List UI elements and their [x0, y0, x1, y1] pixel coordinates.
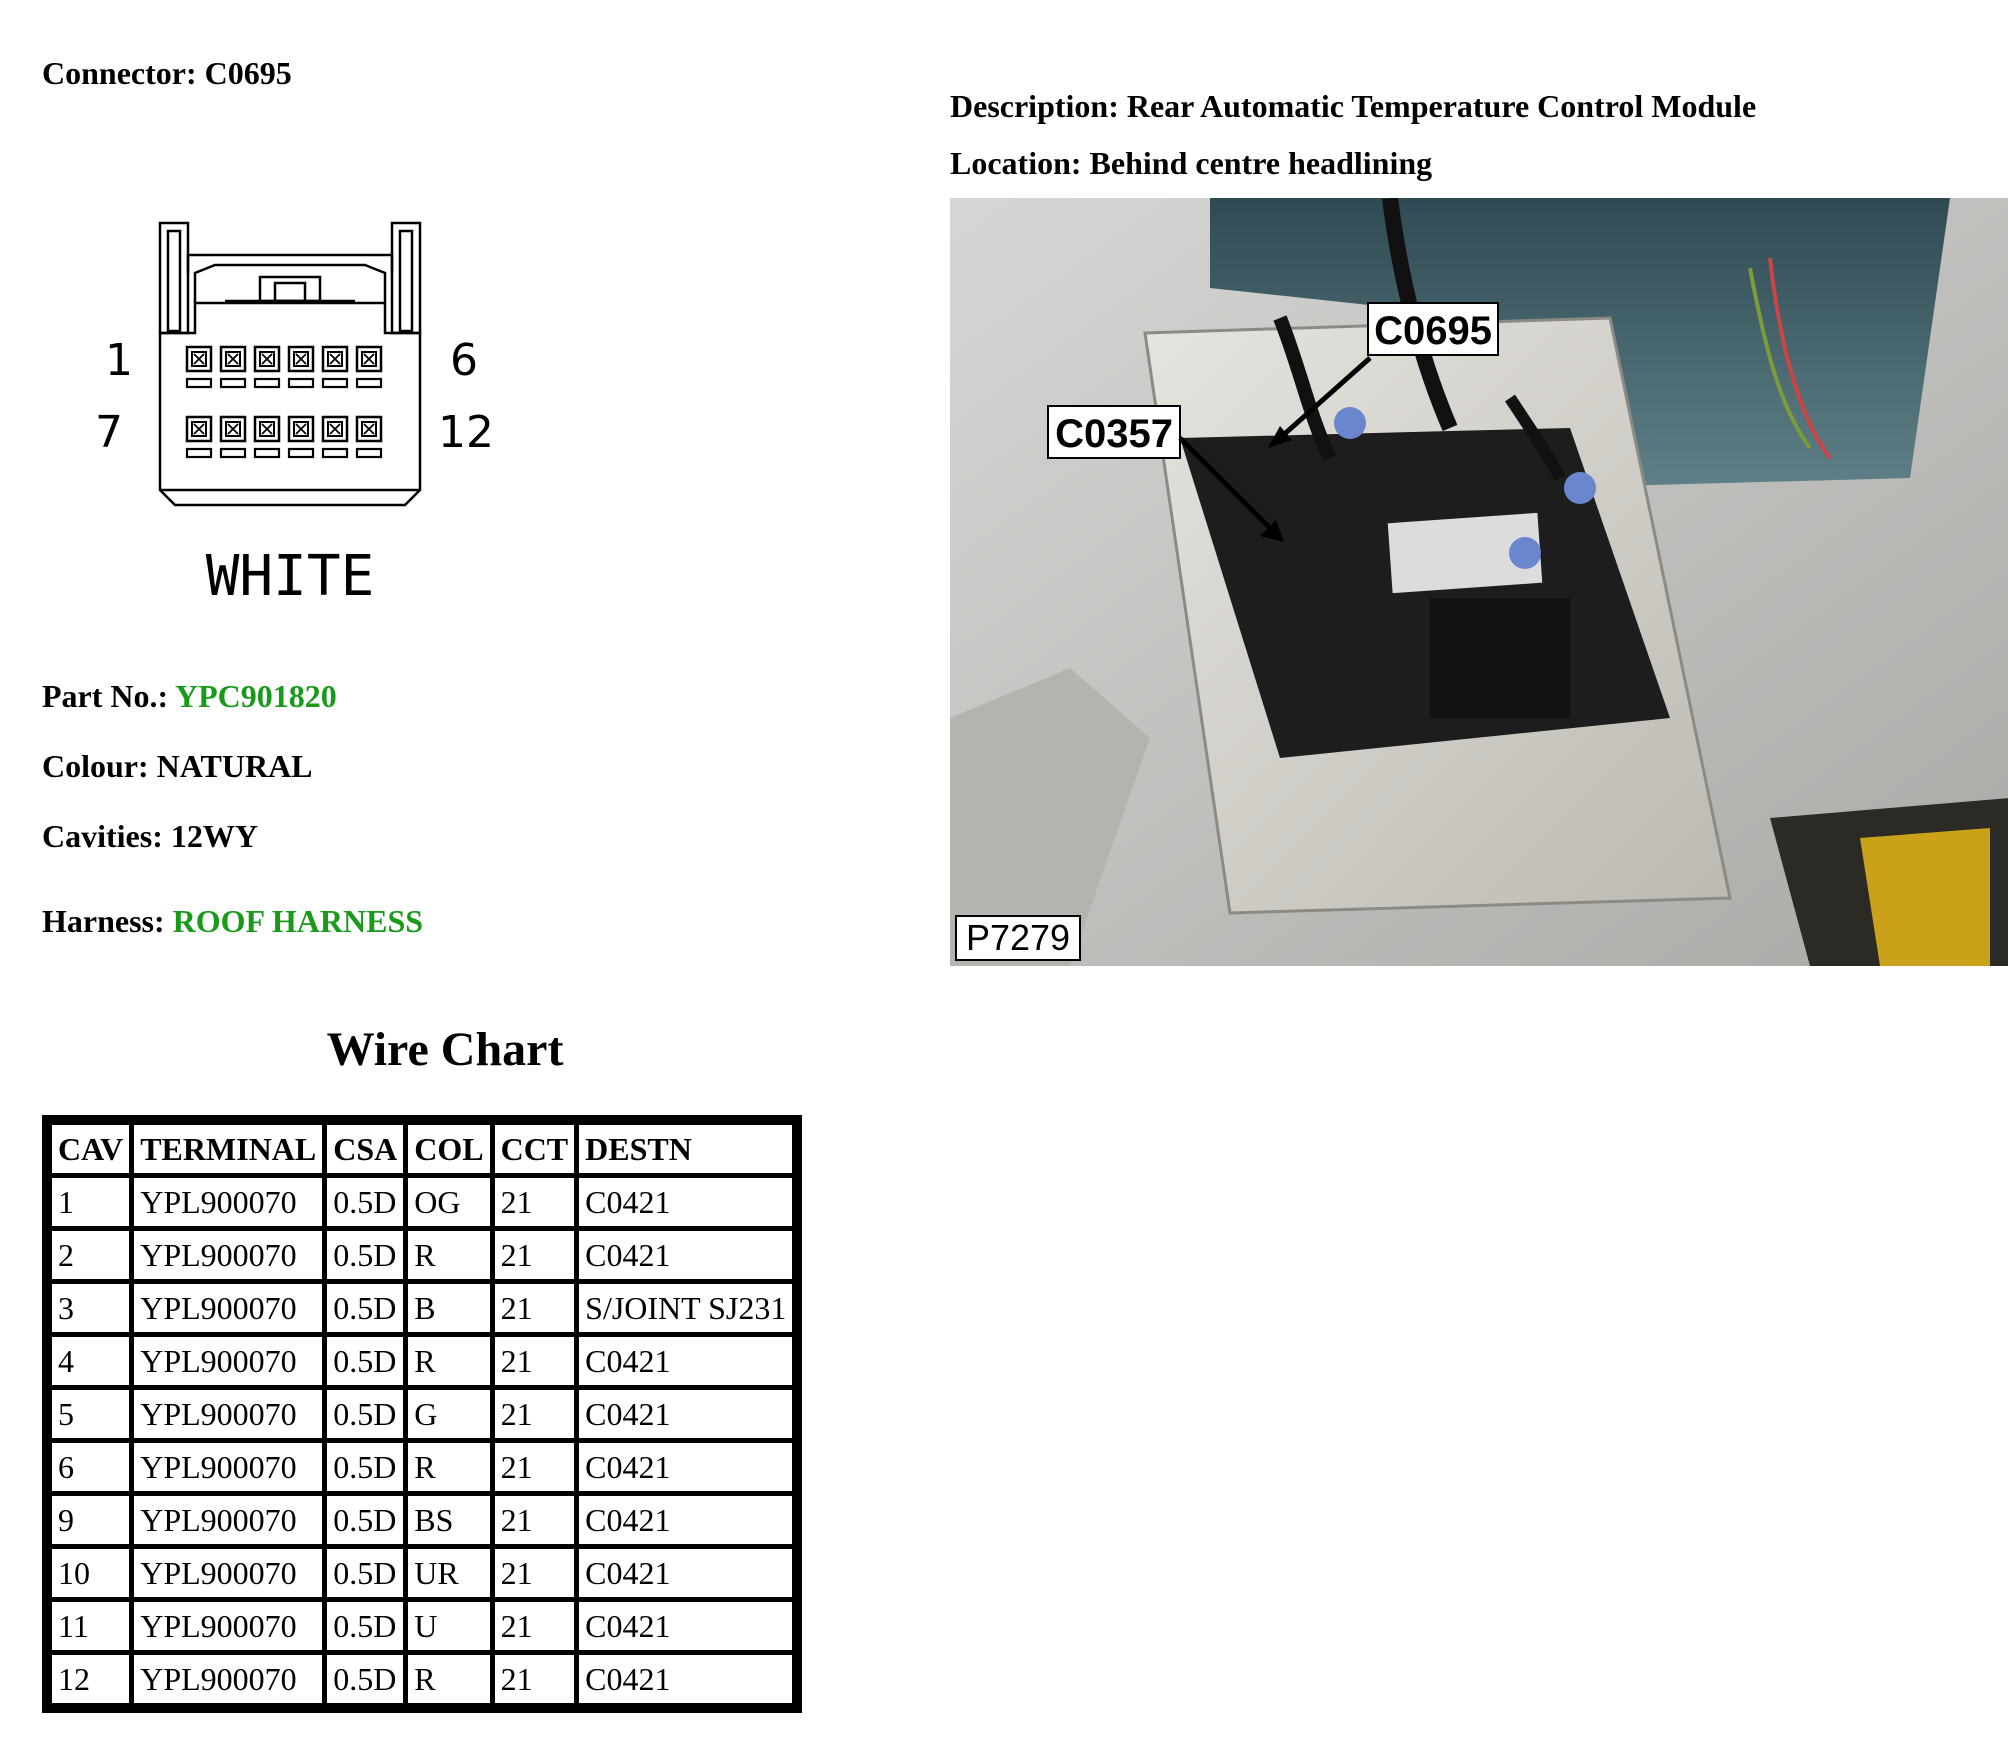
table-cell: 10	[52, 1549, 129, 1597]
table-cell: YPL900070	[134, 1178, 322, 1226]
table-row	[52, 1337, 792, 1385]
table-cell: B	[408, 1284, 489, 1332]
location-line	[950, 145, 1432, 182]
connector-pin	[187, 347, 211, 387]
table-row	[52, 1390, 792, 1438]
location-photo	[950, 198, 2008, 966]
table-cell: 0.5D	[327, 1231, 403, 1279]
table-cell: 6	[52, 1443, 129, 1491]
colour-value: NATURAL	[156, 748, 313, 784]
table-cell: YPL900070	[134, 1602, 322, 1650]
table-cell: 0.5D	[327, 1655, 403, 1703]
table-cell: 0.5D	[327, 1602, 403, 1650]
table-cell: 0.5D	[327, 1390, 403, 1438]
connector-label: Connector:	[42, 55, 197, 91]
colour-label: Colour:	[42, 748, 149, 784]
table-cell: 0.5D	[327, 1496, 403, 1544]
table-cell: 21	[495, 1231, 575, 1279]
table-cell: R	[408, 1655, 489, 1703]
connector-pin	[289, 347, 313, 387]
connector-value: C0695	[204, 55, 292, 91]
table-cell: 21	[495, 1178, 575, 1226]
harness-line	[42, 903, 423, 940]
table-cell: 0.5D	[327, 1178, 403, 1226]
part-no-link[interactable]: YPC901820	[174, 678, 337, 714]
table-cell: C0421	[579, 1390, 792, 1438]
table-cell: YPL900070	[134, 1655, 322, 1703]
harness-link[interactable]: ROOF HARNESS	[172, 903, 424, 939]
table-cell: C0421	[579, 1337, 792, 1385]
connector-pin	[323, 347, 347, 387]
connector-pin	[357, 347, 381, 387]
table-cell: UR	[408, 1549, 489, 1597]
part-no-line	[42, 678, 337, 715]
description-label: Description:	[950, 88, 1119, 124]
table-cell: 9	[52, 1496, 129, 1544]
table-cell: 21	[495, 1443, 575, 1491]
table-cell: 21	[495, 1655, 575, 1703]
colour-line	[42, 748, 313, 785]
connector-pin	[289, 417, 313, 457]
table-cell: U	[408, 1602, 489, 1650]
table-cell: 21	[495, 1284, 575, 1332]
table-cell: C0421	[579, 1602, 792, 1650]
table-row	[52, 1231, 792, 1279]
table-cell: 21	[495, 1602, 575, 1650]
harness-label: Harness:	[42, 903, 165, 939]
cavities-line	[42, 818, 258, 855]
table-cell: YPL900070	[134, 1231, 322, 1279]
description-line	[950, 88, 1756, 125]
wire-chart-title: Wire Chart	[326, 1023, 564, 1076]
table-cell: 0.5D	[327, 1284, 403, 1332]
table-cell: YPL900070	[134, 1390, 322, 1438]
table-cell: 21	[495, 1337, 575, 1385]
table-cell: OG	[408, 1178, 489, 1226]
connector-pin	[221, 417, 245, 457]
table-cell: YPL900070	[134, 1284, 322, 1332]
cavities-value: 12WY	[170, 818, 258, 854]
column-header-destn: DESTN	[579, 1125, 792, 1173]
pin-grid	[187, 347, 381, 457]
table-row	[52, 1602, 792, 1650]
table-cell: 21	[495, 1390, 575, 1438]
table-cell: 0.5D	[327, 1443, 403, 1491]
location-label: Location:	[950, 145, 1082, 181]
table-row	[52, 1655, 792, 1703]
table-row	[52, 1284, 792, 1332]
table-cell: 5	[52, 1390, 129, 1438]
table-cell: C0421	[579, 1496, 792, 1544]
column-header-col: COL	[408, 1125, 489, 1173]
table-cell: G	[408, 1390, 489, 1438]
part-no-label: Part No.:	[42, 678, 169, 714]
table-cell: R	[408, 1337, 489, 1385]
table-cell: C0421	[579, 1178, 792, 1226]
column-header-terminal: TERMINAL	[134, 1125, 322, 1173]
table-cell: C0421	[579, 1549, 792, 1597]
table-row	[52, 1549, 792, 1597]
connector-line	[42, 55, 292, 92]
table-row	[52, 1178, 792, 1226]
description-value: Rear Automatic Temperature Control Module	[1126, 88, 1757, 124]
table-cell: C0421	[579, 1231, 792, 1279]
table-cell: 0.5D	[327, 1549, 403, 1597]
table-cell: 12	[52, 1655, 129, 1703]
table-cell: YPL900070	[134, 1337, 322, 1385]
column-header-cct: CCT	[495, 1125, 575, 1173]
photo-callout-c0357: C0357	[1055, 412, 1173, 456]
location-value: Behind centre headlining	[1089, 145, 1433, 181]
table-cell: S/JOINT SJ231	[579, 1284, 792, 1332]
cavities-label: Cavities:	[42, 818, 163, 854]
table-cell: 1	[52, 1178, 129, 1226]
connector-pin	[255, 347, 279, 387]
pin-label-12: 12	[438, 407, 494, 458]
table-cell: YPL900070	[134, 1549, 322, 1597]
table-cell: 3	[52, 1284, 129, 1332]
connector-pin	[187, 417, 211, 457]
table-cell: YPL900070	[134, 1443, 322, 1491]
table-cell: C0421	[579, 1443, 792, 1491]
table-cell: R	[408, 1231, 489, 1279]
table-row	[52, 1496, 792, 1544]
table-cell: 4	[52, 1337, 129, 1385]
wire-chart-header	[52, 1125, 792, 1173]
table-cell: 11	[52, 1602, 129, 1650]
table-cell: BS	[408, 1496, 489, 1544]
connector-color-text: WHITE	[205, 544, 375, 609]
pin-label-6: 6	[450, 335, 478, 386]
connector-diagram	[95, 215, 515, 615]
table-cell: 2	[52, 1231, 129, 1279]
table-cell: R	[408, 1443, 489, 1491]
table-cell: 21	[495, 1496, 575, 1544]
table-cell: C0421	[579, 1655, 792, 1703]
pin-label-7: 7	[95, 407, 123, 458]
pin-label-1: 1	[105, 335, 133, 386]
wire-chart-table	[42, 1115, 802, 1713]
column-header-cav: CAV	[52, 1125, 129, 1173]
photo-callout-c0695: C0695	[1374, 309, 1492, 353]
connector-pin	[357, 417, 381, 457]
column-header-csa: CSA	[327, 1125, 403, 1173]
connector-pin	[221, 347, 245, 387]
table-cell: 0.5D	[327, 1337, 403, 1385]
table-row	[52, 1443, 792, 1491]
table-cell: YPL900070	[134, 1496, 322, 1544]
connector-pin	[255, 417, 279, 457]
photo-image-id: P7279	[965, 917, 1071, 958]
table-cell: 21	[495, 1549, 575, 1597]
wire-chart-body	[52, 1178, 792, 1703]
connector-pin	[323, 417, 347, 457]
